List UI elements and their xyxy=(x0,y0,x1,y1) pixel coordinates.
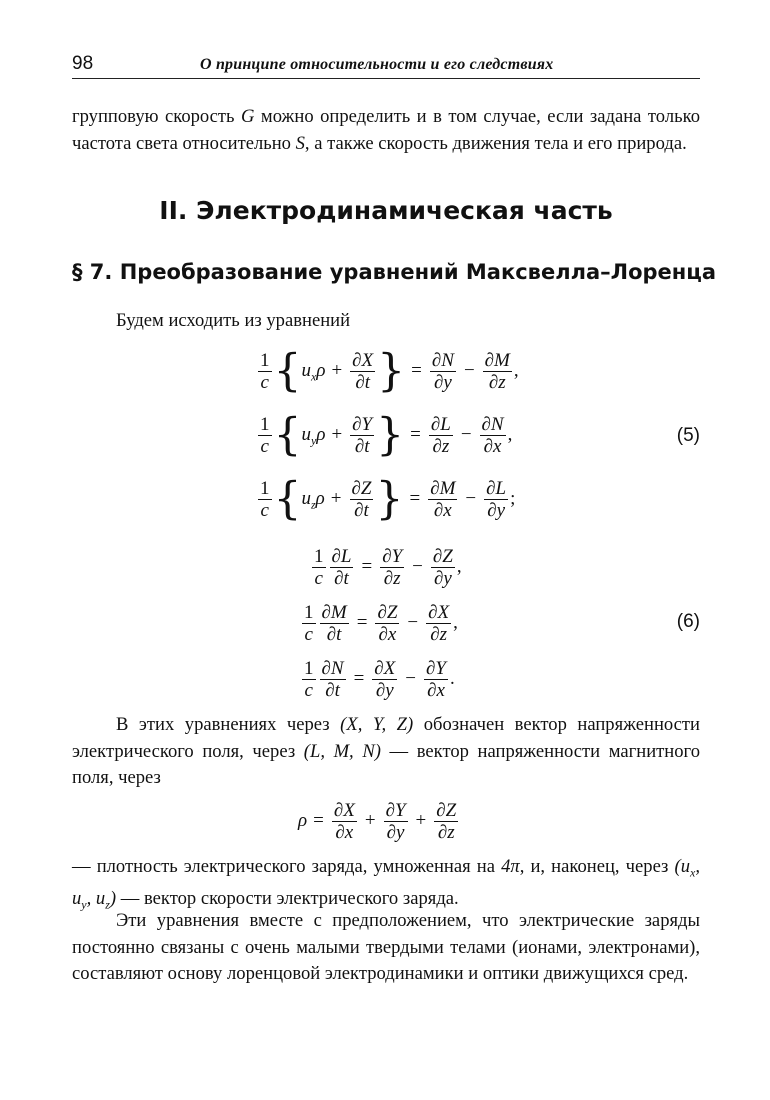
fraction-1-over-c: $\frac{1}{c}$ xyxy=(304,602,314,645)
fraction-1-over-c: $\frac{1}{c}$ xyxy=(260,414,270,457)
fraction: $\frac{\partial Y}{\partial x}$ xyxy=(426,658,446,701)
fraction: $\frac{\partial L}{\partial z}$ xyxy=(430,414,451,457)
part-heading: II. Электродинамическая часть xyxy=(159,196,613,225)
paragraph-2: В этих уравнениях через (X, Y, Z) обозначен вектор напряженности электрического поля, через (L, M, N) — вектор напряженности магнитного поля, через xyxy=(72,714,700,788)
fraction: $\frac{\partial X}{\partial y}$ xyxy=(374,658,396,701)
equation-5-row-2: $\frac{1}{c}$ {$u_y\rho$ + $\frac{\partial Y}{\partial t}$ } = $\frac{\partial L}{\partial z}$ − $\frac{\partial N}{\partial x}$ , xyxy=(260,409,513,461)
fraction: $\frac{\partial X}{\partial x}$ xyxy=(333,800,355,843)
fraction: $\frac{\partial L}{\partial t}$ xyxy=(331,546,352,589)
vector-XYZ: (X, Y, Z) xyxy=(340,714,414,735)
equation-5-row-3: $\frac{1}{c}$ {$u_z\rho$ + $\frac{\partial Z}{\partial t}$ } = $\frac{\partial M}{\partial x}$ − $\frac{\partial L}{\partial y}$ ; xyxy=(260,473,516,525)
lead-text: Будем исходить из уравнений xyxy=(116,310,351,331)
equation-6-row-3: $\frac{1}{c}$ $\frac{\partial N}{\partial t}$ = $\frac{\partial X}{\partial y}$ − $\frac{\partial Y}{\partial x}$ . xyxy=(304,658,455,701)
fraction-1-over-c: $\frac{1}{c}$ xyxy=(314,546,324,589)
intro-text-2: можно определить и в том случае, если задана только частота света относительно xyxy=(72,106,700,154)
fraction: $\frac{\partial L}{\partial y}$ xyxy=(486,478,507,521)
var-G: G xyxy=(241,106,255,127)
velocity-vector: ($u_x$, $u_y$, $u_z$) xyxy=(72,856,700,912)
vector-LMN: (L, M, N) xyxy=(303,740,381,762)
fraction: $\frac{\partial M}{\partial z}$ xyxy=(484,350,510,393)
fraction: $\frac{\partial N}{\partial x}$ xyxy=(481,414,504,457)
page-number: 98 xyxy=(72,53,94,74)
equation-6-row-1: $\frac{1}{c}$ $\frac{\partial L}{\partial t}$ = $\frac{\partial Y}{\partial z}$ − $\frac{\partial Z}{\partial y}$ , xyxy=(314,546,462,589)
fraction-1-over-c: $\frac{1}{c}$ xyxy=(260,478,270,521)
fraction-1-over-c: $\frac{1}{c}$ xyxy=(304,658,314,701)
intro-text-1: групповую скорость xyxy=(72,106,242,127)
var-S: S xyxy=(295,132,305,154)
four-pi: 4π xyxy=(501,856,520,877)
fraction: $\frac{\partial Y}{\partial z}$ xyxy=(382,546,403,589)
equation-6-row-2: $\frac{1}{c}$ $\frac{\partial M}{\partial t}$ = $\frac{\partial Z}{\partial x}$ − $\frac{\partial X}{\partial z}$ , xyxy=(304,602,458,645)
rho-equation: ρ = $\frac{\partial X}{\partial x}$ + $\frac{\partial Y}{\partial y}$ + $\frac{\partial Z}{\partial z}$ xyxy=(298,800,457,843)
fraction: $\frac{\partial M}{\partial t}$ xyxy=(321,602,347,645)
fraction: $\frac{\partial Z}{\partial x}$ xyxy=(377,602,398,645)
intro-paragraph xyxy=(72,104,700,157)
fraction: $\frac{\partial X}{\partial z}$ xyxy=(428,602,450,645)
fraction: $\frac{\partial X}{\partial t}$ xyxy=(352,350,374,393)
fraction: $\frac{\partial M}{\partial x}$ xyxy=(430,478,456,521)
fraction: $\frac{\partial N}{\partial t}$ xyxy=(321,658,344,701)
paragraph-3: — плотность электрического заряда, умноженная на 4π, и, наконец, через ($u_x$, $u_y$, $u_z$) — вектор скорости электрического заряда. xyxy=(72,856,700,912)
fraction: $\frac{\partial Z}{\partial t}$ xyxy=(351,478,372,521)
fraction: $\frac{\partial Y}{\partial t}$ xyxy=(352,414,373,457)
running-title: О принципе относительности и его следствиях xyxy=(200,56,554,73)
equation-5-row-1: $\frac{1}{c}$ {$u_x\rho$ + $\frac{\partial X}{\partial t}$ } = $\frac{\partial N}{\partial y}$ − $\frac{\partial M}{\partial z}$ , xyxy=(260,345,519,397)
fraction-1-over-c: $\frac{1}{c}$ xyxy=(260,350,270,393)
fraction: $\frac{\partial Z}{\partial y}$ xyxy=(432,546,453,589)
fraction: $\frac{\partial Y}{\partial y}$ xyxy=(385,800,406,843)
page-header xyxy=(72,52,700,79)
fraction: $\frac{\partial N}{\partial y}$ xyxy=(431,350,454,393)
equation-number-5: (5) xyxy=(676,425,700,446)
section-heading: § 7. Преобразование уравнений Максвелла–Лоренца xyxy=(72,260,717,284)
paragraph-4: Эти уравнения вместе с предположением, что электрические заряды постоянно связаны с очень малыми твердыми телами (ионами, электронами), составляют основу лоренцовой электродинамики и оптики движущихся сред. xyxy=(72,910,700,984)
fraction: $\frac{\partial Z}{\partial z}$ xyxy=(436,800,457,843)
intro-text-3: , а также скорость движения тела и его природа. xyxy=(304,132,687,154)
equation-number-6: (6) xyxy=(676,611,700,632)
